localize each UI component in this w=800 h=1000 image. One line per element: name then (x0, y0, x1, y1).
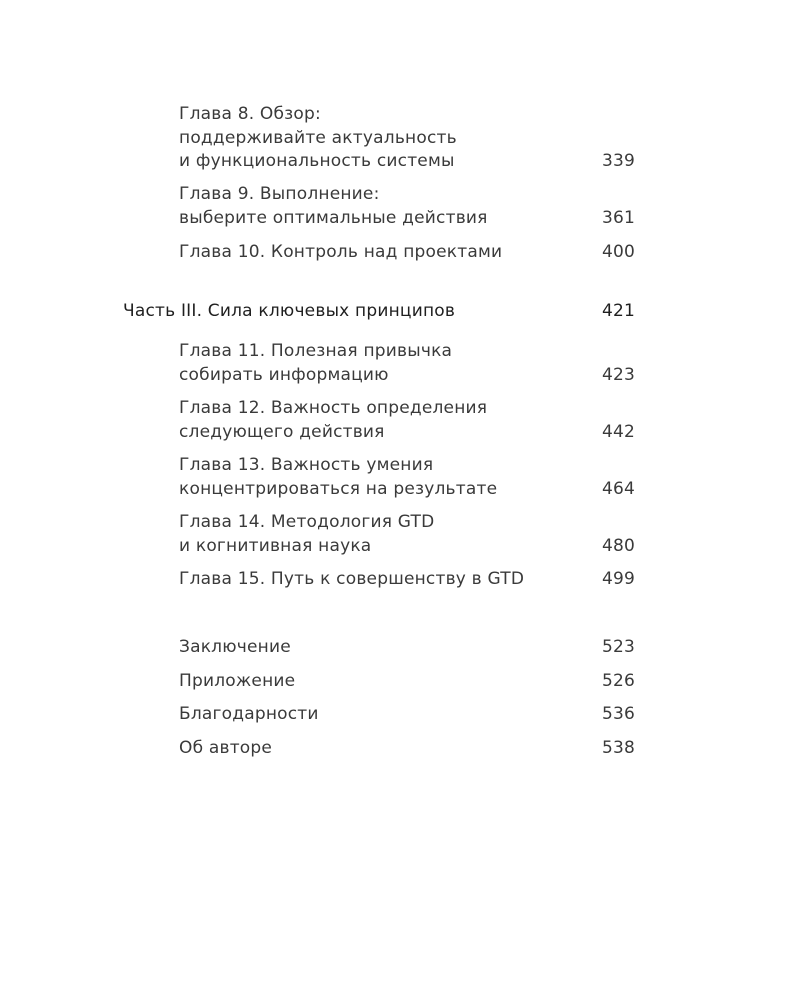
toc-entry-title (179, 241, 635, 265)
toc-page-number: 442 (601, 421, 635, 442)
toc-entry-part-3 (123, 300, 635, 324)
toc-entry-title-line: Глава 13. Важность умения (179, 455, 434, 475)
toc-page-number: 361 (601, 207, 635, 228)
toc-page-number: 523 (601, 637, 635, 657)
toc-entry-chapter-10 (179, 241, 635, 265)
toc-entry-title-line: Глава 11. Полезная привычка (179, 341, 453, 361)
toc-page-number: 536 (601, 704, 635, 724)
toc-entry-title-line: и функциональность системы (179, 151, 455, 171)
toc-entry-chapter-15 (179, 568, 635, 592)
toc-entry-about-author (179, 737, 635, 761)
toc-entry-title (179, 703, 635, 727)
toc-entry-chapter-12 (179, 397, 635, 444)
toc-page-number: 464 (601, 478, 635, 499)
toc-entry-conclusion (179, 636, 635, 660)
toc-entry-title-line: Глава 12. Важность определения (179, 398, 488, 418)
toc-entry-title (179, 103, 635, 174)
toc-entry-title-line: Часть III. Сила ключевых принципов (123, 301, 456, 321)
toc-entry-title-line: Глава 14. Методология GTD (179, 512, 435, 532)
toc-entry-title-line: поддерживайте актуальность (179, 127, 457, 148)
toc-entry-title (179, 454, 635, 501)
toc-entry-acknowledgements (179, 703, 635, 727)
toc-page-number: 339 (601, 151, 635, 171)
toc-entry-title-line: следующего действия (179, 421, 385, 442)
toc-page-number: 421 (601, 301, 635, 321)
toc-entry-title (179, 670, 635, 694)
toc-entry-chapter-8 (179, 103, 635, 174)
toc-entry-title-line: Глава 15. Путь к совершенству в GTD (179, 569, 525, 589)
toc-entry-chapter-11 (179, 340, 635, 387)
toc-page-number: 400 (601, 242, 635, 262)
toc-entry-title (179, 340, 635, 387)
toc-page-number: 538 (601, 738, 635, 758)
toc-entry-title-line: Заключение (179, 637, 291, 657)
toc-entry-chapter-14 (179, 511, 635, 558)
toc-entry-title-line: выберите оптимальные действия (179, 207, 488, 228)
toc-entry-title (179, 636, 635, 660)
toc-page-number: 423 (601, 364, 635, 385)
toc-entry-title-line: Благодарности (179, 704, 319, 724)
toc-entry-title (179, 737, 635, 761)
toc-entry-title (123, 300, 635, 324)
toc-entry-chapter-13 (179, 454, 635, 501)
toc-entry-title (179, 568, 635, 592)
toc-page-number: 480 (601, 535, 635, 556)
toc-entry-title-line: Глава 8. Обзор: (179, 104, 321, 124)
toc-entry-title-line: концентрироваться на результате (179, 478, 498, 499)
toc-page-number: 499 (601, 569, 635, 589)
toc-entry-title-line: Глава 10. Контроль над проектами (179, 242, 503, 262)
toc-entry-title-line: Приложение (179, 671, 296, 691)
toc-entry-title-line: Глава 9. Выполнение: (179, 184, 380, 204)
toc-entry-appendix (179, 670, 635, 694)
toc-entry-title-line: собирать информацию (179, 364, 389, 385)
toc-entry-title (179, 397, 635, 444)
toc-entry-chapter-9 (179, 183, 635, 230)
toc-page-number: 526 (601, 671, 635, 691)
toc-entry-title (179, 183, 635, 230)
toc-entry-title-line: Об авторе (179, 738, 273, 758)
toc-entry-title (179, 511, 635, 558)
toc-entry-title-line: и когнитивная наука (179, 535, 372, 556)
